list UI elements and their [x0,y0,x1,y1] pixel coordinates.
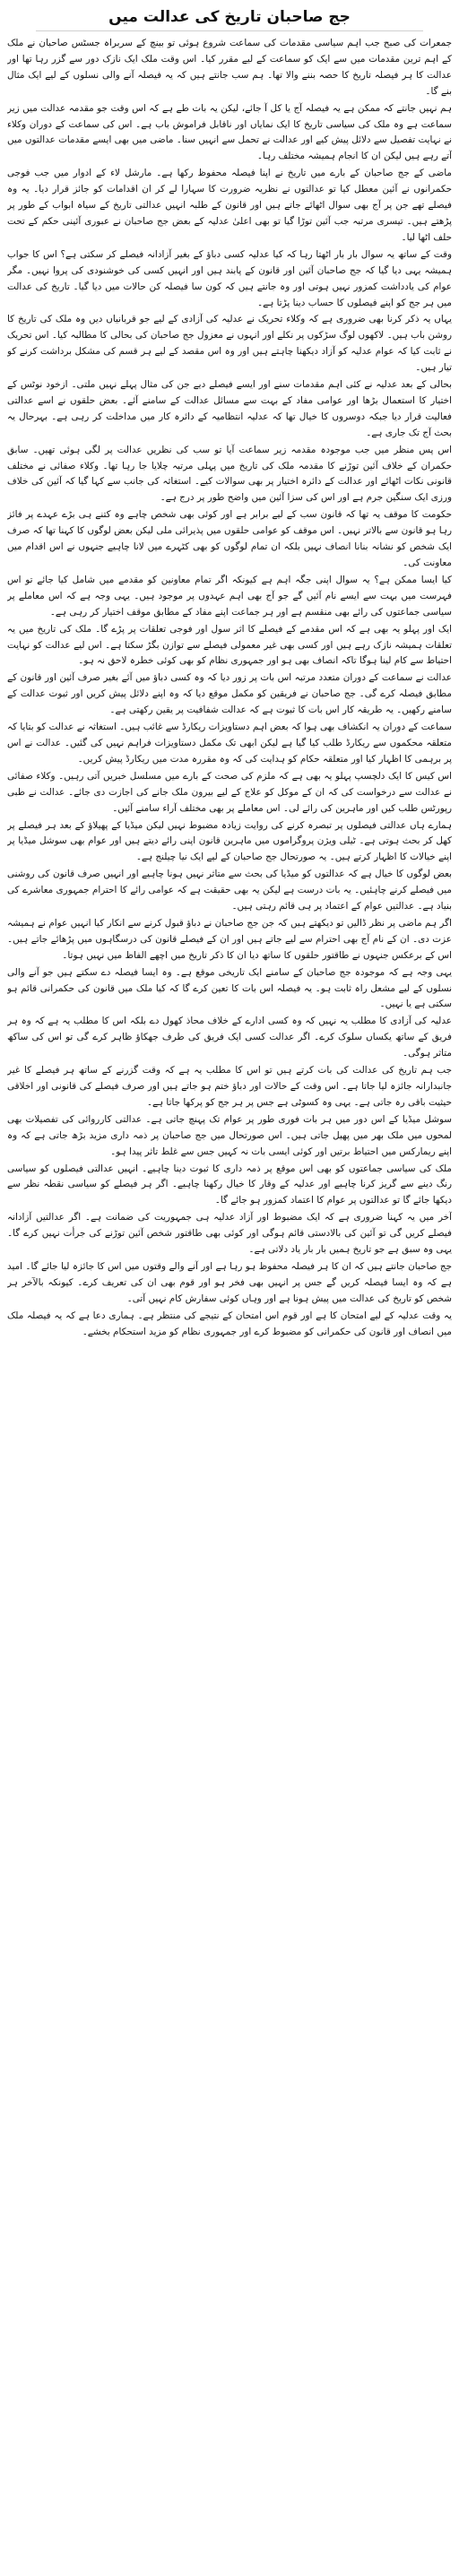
article-paragraph: جمعرات کی صبح جب اہم سیاسی مقدمات کی سماعت شروع ہوئی تو بینچ کے سربراہ جسٹس صاحبان نے ملک کے اہم ترین مقدمات میں سے ایک کو سماعت کے لیے مقرر کیا۔ اس وقت ملک ایک نازک دور سے گزر رہا تھا اور عدالت کا ہر فیصلہ تاریخ کا حصہ بننے والا تھا۔ ہم سب جانتے ہیں کہ یہ فیصلہ آنے والی نسلوں کے لیے ایک مثال بنے گا۔ [7,38,452,97]
article-paragraph: اگر ہم ماضی پر نظر ڈالیں تو دیکھتے ہیں کہ جن جج صاحبان نے دباؤ قبول کرنے سے انکار کیا انہیں عوام نے ہمیشہ عزت دی۔ ان کے نام آج بھی احترام سے لیے جاتے ہیں اور ان کے فیصلے قانون کی درسگاہوں میں پڑھائے جاتے ہیں۔ اس کے برعکس جنہوں نے طاقتور حلقوں کا ساتھ دیا ان کا ذکر تاریخ میں اچھے الفاظ میں نہیں ہوتا۔ [7,917,452,961]
article-body [7,36,452,2569]
article-paragraph: اس کیس کا ایک دلچسپ پہلو یہ بھی ہے کہ ملزم کی صحت کے بارے میں مسلسل خبریں آتی رہیں۔ وکلاء صفائی نے عدالت سے درخواست کی کہ ان کے موکل کو علاج کے لیے بیرون ملک جانے کی اجازت دی جائے۔ عدالت نے طبی رپورٹس طلب کیں اور ماہرین کی رائے لی۔ اس معاملے پر بھی مختلف آراء سامنے آئیں۔ [7,770,452,814]
article-paragraph: وقت کے ساتھ یہ سوال بار بار اٹھتا رہا کہ کیا عدلیہ کسی دباؤ کے بغیر آزادانہ فیصلے کر سکتی ہے؟ اس کا جواب ہمیشہ یہی دیا گیا کہ جج صاحبان آئین اور قانون کے پابند ہیں اور انہیں کسی کی خوشنودی کی پروا نہیں۔ مگر عوام کی یادداشت کمزور نہیں ہوتی اور وہ جانتے ہیں کہ کون سا فیصلہ کن حالات میں دیا گیا۔ تاریخ کی عدالت میں ہر جج کو اپنے فیصلوں کا حساب دینا پڑتا ہے۔ [7,248,452,308]
article-paragraph: سماعت کے دوران یہ انکشاف بھی ہوا کہ بعض اہم دستاویزات ریکارڈ سے غائب ہیں۔ استغاثہ نے عدالت کو بتایا کہ متعلقہ محکموں سے ریکارڈ طلب کیا گیا ہے لیکن ابھی تک مکمل دستاویزات فراہم نہیں کی گئیں۔ عدالت نے اس پر برہمی کا اظہار کیا اور متعلقہ حکام کو ہدایت کی کہ وہ مقررہ مدت میں ریکارڈ پیش کریں۔ [7,722,452,765]
article-paragraph: ملک کی سیاسی جماعتوں کو بھی اس موقع پر ذمہ داری کا ثبوت دینا چاہیے۔ انہیں عدالتی فیصلوں کو سیاسی رنگ دینے سے گریز کرنا چاہیے اور عدلیہ کے وقار کا خیال رکھنا چاہیے۔ اگر ہر فیصلے کو سیاسی نقطہ نظر سے دیکھا جائے گا تو عدالتوں پر عوام کا اعتماد کمزور ہو جائے گا۔ [7,1163,452,1206]
article-paragraph: ایک اور پہلو یہ بھی ہے کہ اس مقدمے کے فیصلے کا اثر سول اور فوجی تعلقات پر پڑے گا۔ ملک کی تاریخ میں یہ تعلقات ہمیشہ نازک رہے ہیں اور کسی بھی غیر معمولی فیصلے سے توازن بگڑ سکتا ہے۔ اس لیے عدالت کو نہایت احتیاط سے کام لینا ہوگا تاکہ انصاف بھی ہو اور جمہوری نظام کو بھی کوئی خطرہ لاحق نہ ہو۔ [7,623,452,667]
article-paragraph: جب ہم تاریخ کی عدالت کی بات کرتے ہیں تو اس کا مطلب یہ ہے کہ وقت گزرنے کے ساتھ ہر فیصلے کا غیر جانبدارانہ جائزہ لیا جاتا ہے۔ اس وقت کے حالات اور دباؤ ختم ہو جاتے ہیں اور صرف فیصلے کی قانونی اور اخلاقی حیثیت باقی رہ جاتی ہے۔ یہی وہ کسوٹی ہے جس پر ہر جج کو پرکھا جاتا ہے۔ [7,1065,452,1108]
article-paragraph: جج صاحبان جانتے ہیں کہ ان کا ہر فیصلہ محفوظ ہو رہا ہے اور آنے والے وقتوں میں اس کا جائزہ لیا جائے گا۔ امید ہے کہ وہ ایسا فیصلہ کریں گے جس پر انہیں بھی فخر ہو اور قوم بھی ان کی تعریف کرے۔ کیونکہ بالآخر ہر شخص کو تاریخ کی عدالت میں پیش ہونا ہے اور وہاں کوئی سفارش کام نہیں آتی۔ [7,1260,452,1304]
article-paragraph: ماضی کے جج صاحبان کے بارے میں تاریخ نے اپنا فیصلہ محفوظ رکھا ہے۔ مارشل لاء کے ادوار میں جب فوجی حکمرانوں نے آئین معطل کیا تو عدالتوں نے نظریہ ضرورت کا سہارا لے کر ان اقدامات کو جائز قرار دیا۔ یہ وہ فیصلے تھے جن پر آج بھی سوال اٹھائے جاتے ہیں اور قانون کے طلبہ انہیں عدالتی تاریخ کے سیاہ ابواب کے طور پر پڑھتے ہیں۔ تیسری مرتبہ جب آئین توڑا گیا تو بھی اعلیٰ عدلیہ کے بعض جج صاحبان نے عبوری آئینی حکم کے تحت حلف اٹھا لیا۔ [7,168,452,243]
article-paragraph: آخر میں یہ کہنا ضروری ہے کہ ایک مضبوط اور آزاد عدلیہ ہی جمہوریت کی ضمانت ہے۔ اگر عدالتیں آزادانہ فیصلے کریں گی تو آئین کی بالادستی قائم ہوگی اور کوئی بھی طاقتور شخص آئین توڑنے کی جرأت نہیں کرے گا۔ یہی وہ سبق ہے جو تاریخ ہمیں بار بار یاد دلاتی ہے۔ [7,1212,452,1256]
article-paragraph: عدالت نے سماعت کے دوران متعدد مرتبہ اس بات پر زور دیا کہ وہ کسی دباؤ میں آئے بغیر صرف آئین اور قانون کے مطابق فیصلہ کرے گی۔ جج صاحبان نے فریقین کو مکمل موقع دیا کہ وہ اپنے دلائل پیش کریں اور ثبوت عدالت کے سامنے رکھیں۔ یہ طریقہ کار اس بات کا ثبوت ہے کہ عدالت شفافیت پر یقین رکھتی ہے۔ [7,672,452,716]
article-paragraph: کیا ایسا ممکن ہے؟ یہ سوال اپنی جگہ اہم ہے کیونکہ اگر تمام معاونین کو مقدمے میں شامل کیا جائے تو اس فہرست میں بہت سے ایسے نام آئیں گے جو آج بھی اہم عہدوں پر موجود ہیں۔ یہی وجہ ہے کہ اس معاملے پر سیاسی جماعتوں کی رائے بھی منقسم ہے اور ہر جماعت اپنے مفاد کے مطابق موقف اختیار کر رہی ہے۔ [7,574,452,618]
headline-divider [36,30,423,31]
article-paragraph: یہاں یہ ذکر کرنا بھی ضروری ہے کہ وکلاء تحریک نے عدلیہ کی آزادی کے لیے جو قربانیاں دیں وہ ملک کی تاریخ کا روشن باب ہیں۔ لاکھوں لوگ سڑکوں پر نکلے اور انہوں نے معزول جج صاحبان کی بحالی کا مطالبہ کیا۔ اس تحریک نے ثابت کیا کہ عوام عدلیہ کو آزاد دیکھنا چاہتے ہیں اور وہ اس مقصد کے لیے ہر قسم کی مشکل برداشت کرنے کو تیار ہیں۔ [7,314,452,374]
article-paragraph: اس پس منظر میں جب موجودہ مقدمہ زیر سماعت آیا تو سب کی نظریں عدالت پر لگی ہوئی تھیں۔ سابق حکمران کے خلاف آئین توڑنے کا مقدمہ ملک کی تاریخ میں پہلی مرتبہ چلایا جا رہا تھا۔ وکلاء صفائی نے مختلف قانونی نکات اٹھائے اور عدالت کے دائرہ اختیار پر بھی سوالات کیے۔ استغاثہ کی جانب سے کہا گیا کہ آئین کی خلاف ورزی ایک سنگین جرم ہے اور اس کی سزا آئین میں واضح طور پر درج ہے۔ [7,444,452,504]
article-paragraph: ہمارے ہاں عدالتی فیصلوں پر تبصرہ کرنے کی روایت زیادہ مضبوط نہیں لیکن میڈیا کے پھیلاؤ کے بعد ہر فیصلے پر کھل کر بحث ہوتی ہے۔ ٹیلی ویژن پروگراموں میں ماہرین قانون اپنی رائے دیتے ہیں اور عوام بھی سوشل میڈیا پر اپنے خیالات کا اظہار کرتے ہیں۔ یہ صورتحال جج صاحبان کے لیے ایک نیا چیلنج ہے۔ [7,819,452,863]
article-paragraph: ہم نہیں جانتے کہ ممکن ہے یہ فیصلہ آج یا کل آ جائے، لیکن یہ بات طے ہے کہ اس وقت جو مقدمہ عدالت میں زیر سماعت ہے وہ ملک کی سیاسی تاریخ کا ایک نمایاں اور ناقابل فراموش باب ہے۔ اس کی سماعت کے دوران وکلاء نے نہایت تفصیل سے دلائل پیش کیے اور عدالت نے تحمل سے انہیں سنا۔ ماضی میں بھی ایسے مقدمات عدالتوں میں آتے رہے ہیں لیکن ان کا انجام ہمیشہ مختلف رہا۔ [7,102,452,162]
article-paragraph: یہی وجہ ہے کہ موجودہ جج صاحبان کے سامنے ایک تاریخی موقع ہے۔ وہ ایسا فیصلہ دے سکتے ہیں جو آنے والی نسلوں کے لیے مشعل راہ ثابت ہو۔ یہ فیصلہ اس بات کا تعین کرے گا کہ کیا ملک میں قانون کی حکمرانی قائم ہو سکتی ہے یا نہیں۔ [7,966,452,1010]
article-paragraph: یہ وقت عدلیہ کے لیے امتحان کا ہے اور قوم اس امتحان کے نتیجے کی منتظر ہے۔ ہماری دعا ہے کہ یہ فیصلہ ملک میں انصاف اور قانون کی حکمرانی کو مضبوط کرے اور جمہوری نظام کو مزید استحکام بخشے۔ [7,1310,452,1337]
article-paragraph: بحالی کے بعد عدلیہ نے کئی اہم مقدمات سنے اور ایسے فیصلے دیے جن کی مثال پہلے نہیں ملتی۔ ازخود نوٹس کے اختیار کا استعمال بڑھا اور عوامی مفاد کے بہت سے مسائل عدالت کے سامنے آئے۔ بعض حلقوں نے اسے عدالتی فعالیت قرار دیا جبکہ دوسروں کا خیال تھا کہ عدلیہ انتظامیہ کے دائرہ کار میں مداخلت کر رہی ہے۔ بہرحال یہ بحث آج تک جاری ہے۔ [7,379,452,438]
article-paragraph: بعض لوگوں کا خیال ہے کہ عدالتوں کو میڈیا کی بحث سے متاثر نہیں ہونا چاہیے اور انہیں صرف قانون کی روشنی میں فیصلے کرنے چاہئیں۔ یہ بات درست ہے لیکن یہ بھی حقیقت ہے کہ عوامی رائے کا احترام جمہوری معاشرے کی بنیاد ہے۔ عدالتیں عوام کے اعتماد پر ہی قائم رہتی ہیں۔ [7,869,452,912]
article-headline: جج صاحبان تاریخ کی عدالت میں [108,8,351,26]
article-paragraph: سوشل میڈیا کے اس دور میں ہر بات فوری طور پر عوام تک پہنچ جاتی ہے۔ عدالتی کارروائی کی تفصیلات بھی لمحوں میں ملک بھر میں پھیل جاتی ہیں۔ اس صورتحال میں جج صاحبان پر ذمہ داری مزید بڑھ جاتی ہے کہ وہ اپنے ریمارکس میں احتیاط برتیں اور کوئی ایسی بات نہ کہیں جس سے غلط تاثر پیدا ہو۔ [7,1113,452,1157]
article-paragraph: عدلیہ کی آزادی کا مطلب یہ نہیں کہ وہ کسی ادارے کے خلاف محاذ کھول دے بلکہ اس کا مطلب یہ ہے کہ وہ ہر فریق کے ساتھ یکساں سلوک کرے۔ اگر عدالت کسی ایک فریق کی طرف جھکاؤ ظاہر کرے گی تو اس کی ساکھ متاثر ہوگی۔ [7,1016,452,1059]
article-paragraph: حکومت کا موقف یہ تھا کہ قانون سب کے لیے برابر ہے اور کوئی بھی شخص چاہے وہ کتنے ہی بڑے عہدے پر فائز رہا ہو قانون سے بالاتر نہیں۔ اس موقف کو عوامی حلقوں میں پذیرائی ملی لیکن بعض لوگوں کا کہنا تھا کہ صرف ایک شخص کو نشانہ بنانا انصاف نہیں بلکہ ان تمام لوگوں کو بھی کٹہرے میں لانا چاہیے جنہوں نے اس اقدام میں معاونت کی۔ [7,509,452,568]
